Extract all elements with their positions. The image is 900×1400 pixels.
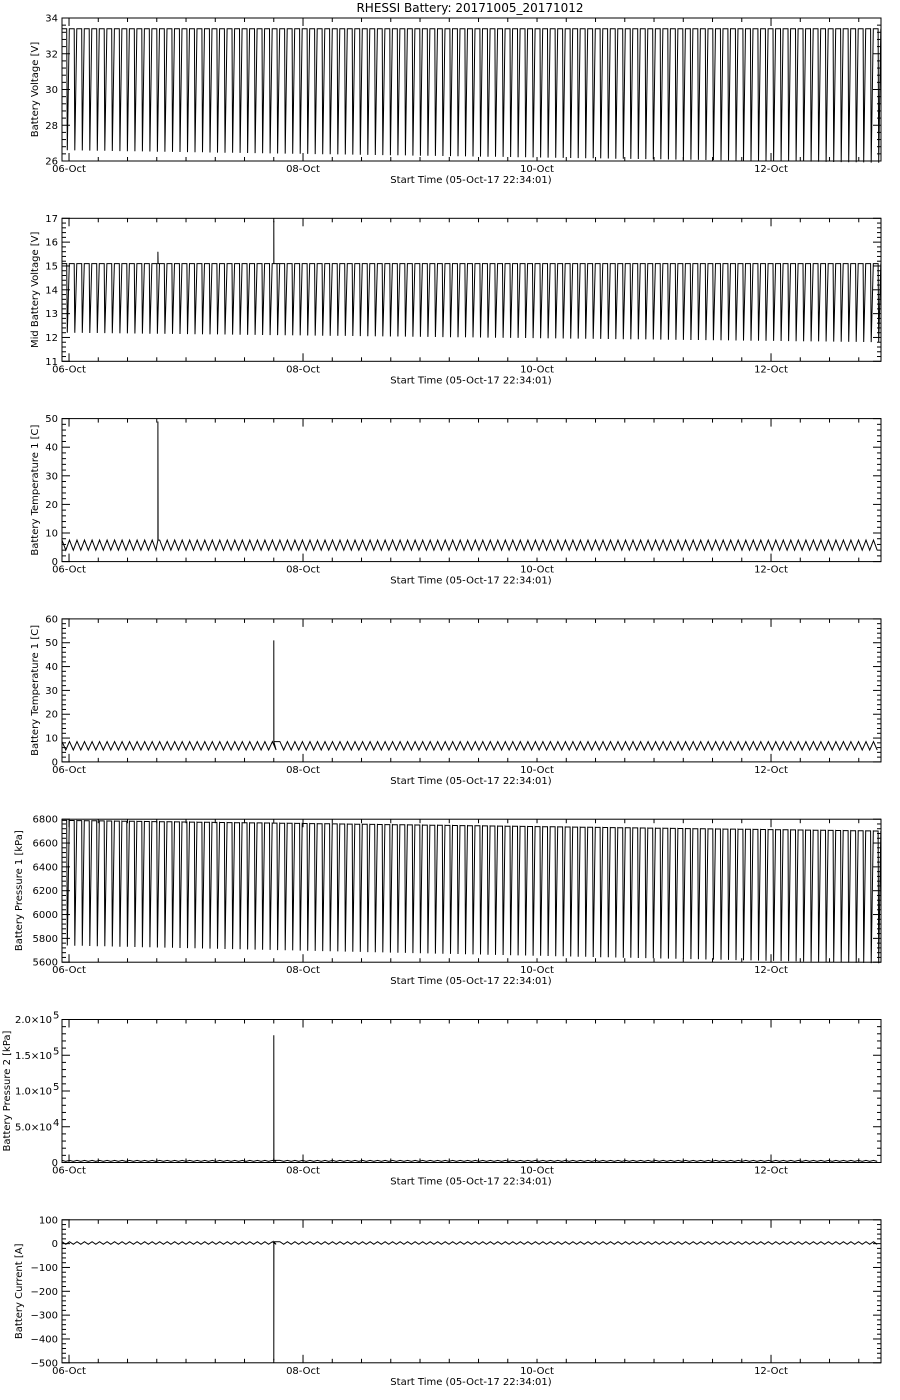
y-tick-label: 0 <box>51 1239 58 1251</box>
y-tick-exponent: 5 <box>53 1082 60 1093</box>
y-tick-label: −400 <box>30 1334 58 1346</box>
x-tick-label: 06-Oct <box>52 965 86 977</box>
y-tick-label: 50 <box>45 414 58 426</box>
chart-panel-5 <box>14 815 881 988</box>
x-axis-label: Start Time (05-Oct-17 22:34:01) <box>390 575 552 587</box>
x-tick-label: 12-Oct <box>754 1165 788 1177</box>
plot-frame <box>62 419 881 562</box>
series-line <box>62 1242 877 1361</box>
x-tick-label: 08-Oct <box>286 1365 320 1377</box>
x-tick-label: 08-Oct <box>286 965 320 977</box>
chart-panel-1 <box>30 14 881 187</box>
y-tick-label: 0 <box>51 1158 58 1169</box>
y-tick-label: 30 <box>45 471 58 483</box>
y-tick-label: 2.0×10 <box>14 1015 52 1026</box>
y-tick-label: 13 <box>45 309 58 321</box>
y-tick-label: 10 <box>45 528 58 540</box>
y-tick-label: 15 <box>45 261 58 273</box>
y-tick-label: 5600 <box>32 957 58 969</box>
x-tick-label: 12-Oct <box>754 1365 788 1377</box>
y-tick-label: 1.5×10 <box>14 1050 52 1062</box>
x-tick-label: 06-Oct <box>52 764 86 776</box>
x-tick-label: 08-Oct <box>286 164 320 175</box>
page-title: RHESSI Battery: 20171005_20171012 <box>356 1 584 15</box>
plot-frame <box>62 619 881 762</box>
y-tick-label: 20 <box>45 499 58 511</box>
x-tick-label: 10-Oct <box>520 965 554 977</box>
chart-panel-7 <box>14 1215 881 1388</box>
y-tick-label: 5.0×10 <box>14 1122 52 1134</box>
y-tick-label: 0 <box>51 757 58 769</box>
series-line <box>62 820 881 963</box>
x-axis-label: Start Time (05-Oct-17 22:34:01) <box>390 1176 552 1188</box>
y-tick-label: 5800 <box>32 933 58 945</box>
x-tick-label: 06-Oct <box>52 1165 86 1177</box>
x-axis-label: Start Time (05-Oct-17 22:34:01) <box>390 1376 552 1388</box>
y-tick-label: 6200 <box>32 886 58 898</box>
x-tick-label: 12-Oct <box>754 965 788 977</box>
x-axis-label: Start Time (05-Oct-17 22:34:01) <box>390 976 552 988</box>
x-axis-label: Start Time (05-Oct-17 22:34:01) <box>390 375 552 387</box>
y-tick-label: −300 <box>30 1310 58 1322</box>
y-tick-label: 30 <box>45 685 58 697</box>
x-tick-label: 12-Oct <box>754 164 788 175</box>
y-axis-label: Mid Battery Voltage [V] <box>30 231 41 349</box>
y-axis-label: Battery Current [A] <box>14 1243 25 1340</box>
x-axis-label: Start Time (05-Oct-17 22:34:01) <box>390 175 552 186</box>
x-tick-label: 12-Oct <box>754 764 788 776</box>
y-tick-label: 12 <box>45 332 58 344</box>
x-tick-label: 06-Oct <box>52 564 86 576</box>
series-line <box>62 1035 877 1161</box>
y-tick-label: 16 <box>45 237 58 249</box>
y-tick-label: 10 <box>45 733 58 745</box>
chart-panel-3 <box>30 414 881 586</box>
y-tick-label: 50 <box>45 638 58 650</box>
y-tick-exponent: 4 <box>53 1117 60 1129</box>
x-tick-label: 06-Oct <box>52 1365 86 1377</box>
y-tick-label: 28 <box>45 120 58 132</box>
y-tick-label: 30 <box>45 85 58 96</box>
y-tick-exponent: 5 <box>53 1010 60 1022</box>
y-axis-label: Battery Voltage [V] <box>30 41 41 138</box>
y-tick-label: 1.0×10 <box>14 1086 52 1098</box>
series-line <box>62 29 881 163</box>
x-tick-label: 08-Oct <box>286 364 320 376</box>
y-tick-label: 40 <box>45 442 58 454</box>
x-tick-label: 06-Oct <box>52 364 86 376</box>
x-tick-label: 06-Oct <box>52 164 86 175</box>
y-tick-label: 6000 <box>32 910 58 922</box>
series-line <box>62 422 877 551</box>
x-tick-label: 10-Oct <box>520 164 554 175</box>
y-tick-label: −200 <box>30 1286 58 1298</box>
y-tick-label: 100 <box>38 1215 58 1227</box>
y-tick-label: 6400 <box>32 862 58 874</box>
plot-frame <box>62 1220 881 1363</box>
y-tick-label: 40 <box>45 662 58 674</box>
x-tick-label: 10-Oct <box>520 764 554 776</box>
y-tick-label: −100 <box>30 1262 58 1274</box>
y-tick-label: 17 <box>45 213 58 225</box>
y-tick-label: 26 <box>45 156 58 168</box>
x-tick-label: 08-Oct <box>286 764 320 776</box>
y-axis-label: Battery Pressure 2 [kPa] <box>2 1030 13 1152</box>
y-axis-label: Battery Temperature 1 [C] <box>30 424 41 556</box>
chart-panel-4 <box>30 614 881 787</box>
y-tick-label: 32 <box>45 49 58 61</box>
x-tick-label: 10-Oct <box>520 1365 554 1377</box>
y-tick-label: 34 <box>45 13 58 25</box>
y-axis-label: Battery Pressure 1 [kPa] <box>14 830 25 952</box>
x-tick-label: 08-Oct <box>286 564 320 576</box>
y-axis-label: Battery Temperature 1 [C] <box>30 624 41 756</box>
series-line <box>62 640 877 750</box>
y-tick-label: 6800 <box>32 814 58 826</box>
x-tick-label: 08-Oct <box>286 1165 320 1177</box>
x-axis-label: Start Time (05-Oct-17 22:34:01) <box>390 775 552 787</box>
y-tick-label: 11 <box>45 356 58 368</box>
y-tick-exponent: 5 <box>53 1046 60 1058</box>
plot-frame <box>62 1020 881 1163</box>
x-tick-label: 10-Oct <box>520 364 554 376</box>
chart-panel-2 <box>30 214 881 386</box>
y-tick-label: −500 <box>30 1358 58 1370</box>
y-tick-label: 14 <box>45 285 58 297</box>
series-line <box>62 221 881 342</box>
y-tick-label: 6600 <box>32 838 58 850</box>
x-tick-label: 10-Oct <box>520 564 554 576</box>
x-tick-label: 12-Oct <box>754 564 788 576</box>
y-tick-label: 60 <box>45 614 58 626</box>
x-tick-label: 10-Oct <box>520 1165 554 1177</box>
x-tick-label: 12-Oct <box>754 364 788 376</box>
chart-panel-6 <box>2 1011 881 1188</box>
y-tick-label: 20 <box>45 709 58 721</box>
y-tick-label: 0 <box>51 557 58 569</box>
